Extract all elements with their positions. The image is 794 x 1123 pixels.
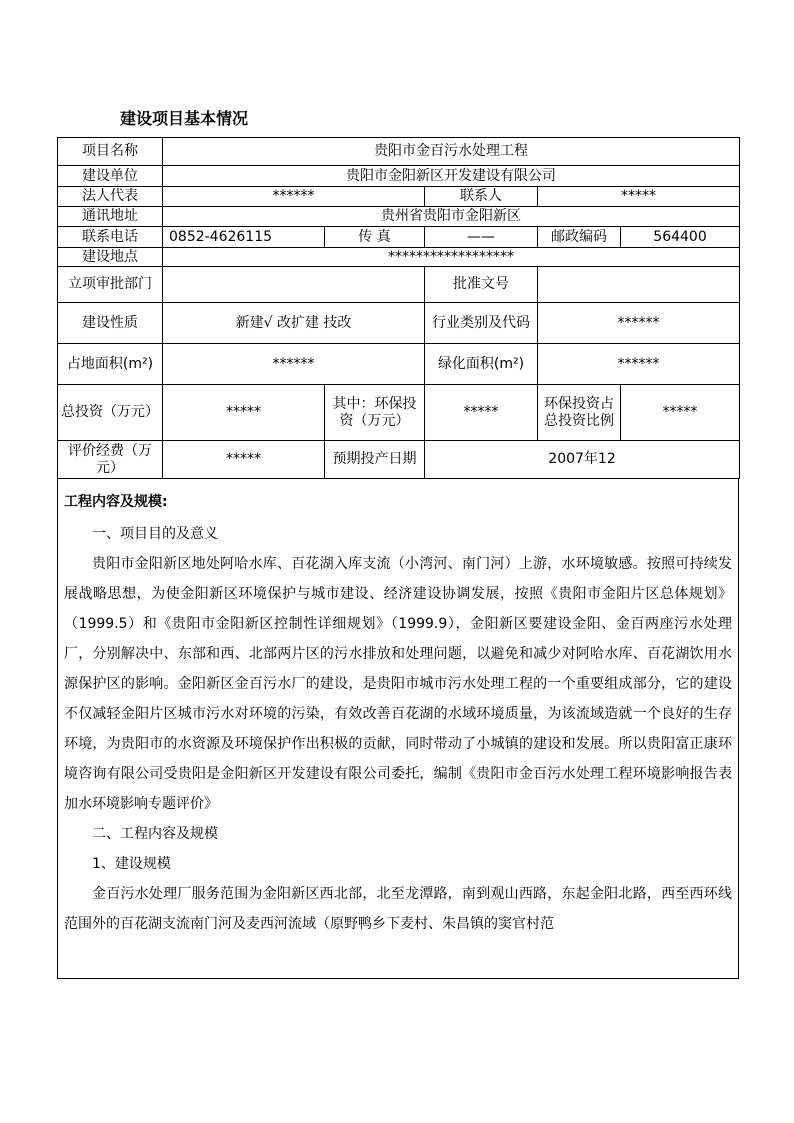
expected-date-label: 预期投产日期 bbox=[325, 441, 425, 479]
paragraph-scale: 金百污水处理厂服务范围为金阳新区西北部，北至龙潭路，南到观山西路，东起金阳北路，西至西环线范围外的百花湖支流南门河及麦西河流域（原野鸭乡下麦村、朱昌镇的窦官村范 bbox=[64, 886, 732, 932]
land-area-label: 占地面积(m²) bbox=[58, 344, 163, 385]
site-label: 建设地点 bbox=[58, 248, 163, 267]
builder-value: 贵阳市金阳新区开发建设有限公司 bbox=[163, 166, 740, 187]
section1-title: 一、项目目的及意义 bbox=[92, 526, 218, 542]
fax-value: —— bbox=[425, 227, 538, 248]
page-title: 建设项目基本情况 bbox=[120, 109, 249, 128]
project-info-table bbox=[57, 137, 740, 479]
contact-value: ***** bbox=[538, 187, 740, 207]
project-content-box bbox=[57, 479, 739, 979]
eval-fee-label: 评价经费（万元） bbox=[58, 441, 163, 479]
content-heading: 工程内容及规模: bbox=[64, 494, 168, 510]
legal-rep-label: 法人代表 bbox=[58, 187, 163, 207]
approval-no-label: 批准文号 bbox=[425, 267, 538, 303]
address-label: 通讯地址 bbox=[58, 207, 163, 227]
industry-label: 行业类别及代码 bbox=[425, 303, 538, 344]
env-invest-value: ***** bbox=[425, 385, 538, 441]
green-area-value: ****** bbox=[538, 344, 740, 385]
project-name-label: 项目名称 bbox=[58, 138, 163, 166]
approval-dept-value bbox=[163, 267, 425, 303]
industry-value: ****** bbox=[538, 303, 740, 344]
fax-label: 传 真 bbox=[325, 227, 425, 248]
phone-value: 0852-4626115 bbox=[163, 227, 325, 248]
nature-value: 新建√ 改扩建 技改 bbox=[163, 303, 425, 344]
postcode-label: 邮政编码 bbox=[538, 227, 621, 248]
contact-label: 联系人 bbox=[425, 187, 538, 207]
env-ratio-value: ***** bbox=[621, 385, 740, 441]
site-value: ****************** bbox=[163, 248, 740, 267]
paragraph-purpose: 贵阳市金阳新区地处阿哈水库、百花湖入库支流（小湾河、南门河）上游，水环境敏感。按照可持续发展战略思想，为使金阳新区环境保护与城市建设、经济建设协调发展，按照《贵阳市金阳片区总体规划》（1999.5）和《贵阳市金阳新区控制性详细规划》（1999.9），金阳新区要建设金阳、金百两座污水处理厂，分别解决中、东部和西、北部两片区的污水排放和处理问题，以避免和减少对阿哈水库、百花湖饮用水源保护区的影响。金阳新区金百污水厂的建设，是贵阳市城市污水处理工程的一个重要组成部分，它的建设不仅减轻金阳片区城市污水对环境的污染，有效改善百花湖的水域环境质量，为该流域造就一个良好的生存环境，为贵阳市的水资源及环境保护作出积极的贡献，同时带动了小城镇的建设和发展。所以贵阳富正康环境咨询有限公司受贵阳是金阳新区开发建设有限公司委托，编制《贵阳市金百污水处理工程环境影响报告表加水环境影响专题评价》 bbox=[64, 556, 732, 812]
address-value: 贵州省贵阳市金阳新区 bbox=[163, 207, 740, 227]
total-invest-label: 总投资（万元） bbox=[58, 385, 163, 441]
project-info-sheet bbox=[57, 137, 739, 979]
approval-no-value bbox=[538, 267, 740, 303]
env-ratio-label: 环保投资占总投资比例 bbox=[538, 385, 621, 441]
land-area-value: ****** bbox=[163, 344, 425, 385]
postcode-value: 564400 bbox=[621, 227, 740, 248]
nature-label: 建设性质 bbox=[58, 303, 163, 344]
section2-title: 二、工程内容及规模 bbox=[92, 826, 218, 842]
builder-label: 建设单位 bbox=[58, 166, 163, 187]
eval-fee-value: ***** bbox=[163, 441, 325, 479]
subsection1-title: 1、建设规模 bbox=[92, 856, 171, 872]
expected-date-value: 2007年12 bbox=[425, 441, 740, 479]
total-invest-value: ***** bbox=[163, 385, 325, 441]
approval-dept-label: 立项审批部门 bbox=[58, 267, 163, 303]
phone-label: 联系电话 bbox=[58, 227, 163, 248]
env-invest-label: 其中：环保投资（万元） bbox=[325, 385, 425, 441]
legal-rep-value: ****** bbox=[163, 187, 425, 207]
green-area-label: 绿化面积(m²) bbox=[425, 344, 538, 385]
project-name-value: 贵阳市金百污水处理工程 bbox=[163, 138, 740, 166]
